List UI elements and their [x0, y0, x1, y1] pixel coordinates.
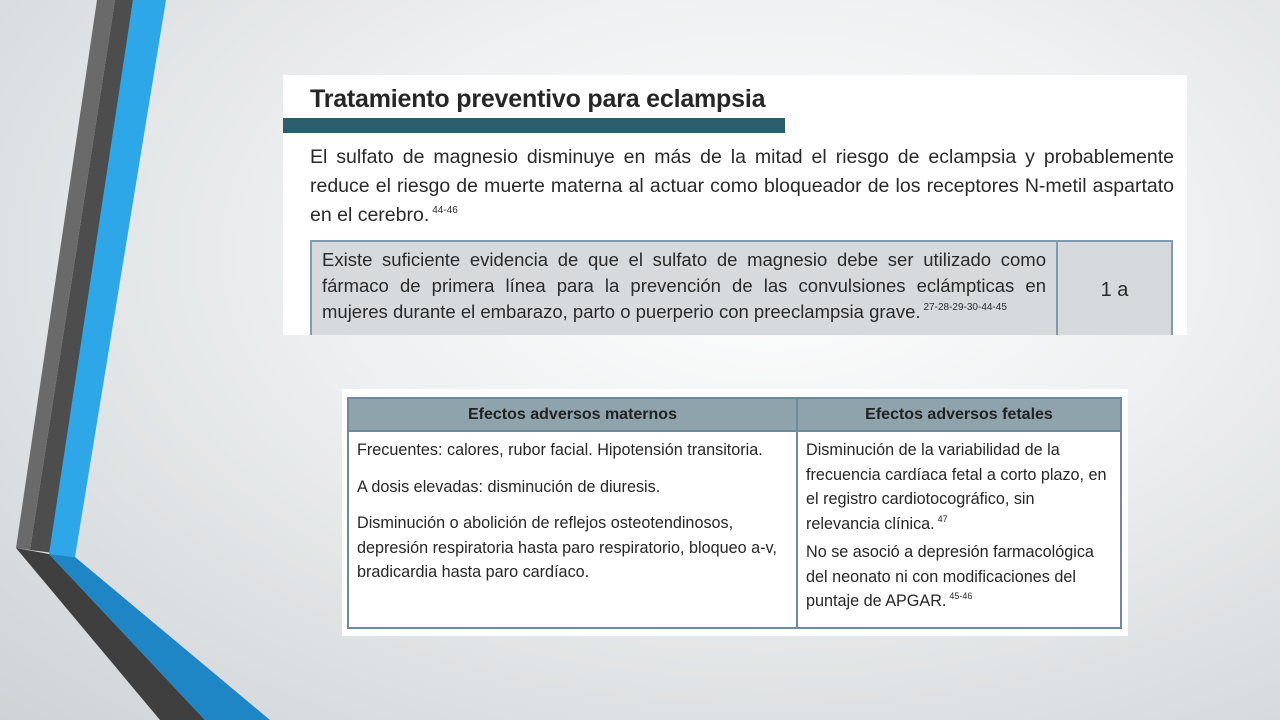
- fetal-effect-fhr: [806, 438, 1112, 536]
- header-fetal: Efectos adversos fetales: [797, 398, 1121, 431]
- intro-paragraph-reference: 44-46: [432, 205, 458, 216]
- dark-stripe-lower: [16, 548, 205, 720]
- maternal-effect-frequent: Frecuentes: calores, rubor facial. Hipotensión transitoria.: [357, 441, 763, 459]
- table-header-row: [348, 398, 1121, 431]
- fetal-effect-neonate: [806, 540, 1112, 614]
- intro-paragraph-text: El sulfato de magnesio disminuye en más de la mitad el riesgo de eclampsia y probablemente reduce el riesgo de muerte materna al actuar como bloqueador de los receptores N-metil aspartato en el cerebro.: [310, 146, 1174, 226]
- section-title: Tratamiento preventivo para eclampsia: [310, 85, 766, 113]
- adverse-effects-table: [347, 397, 1122, 629]
- fetal-effect-fhr-reference: 47: [937, 513, 948, 524]
- fetal-effects-cell: [797, 431, 1121, 628]
- maternal-effect-high-dose: A dosis elevadas: disminución de diuresis.: [357, 477, 661, 496]
- header-maternal: Efectos adversos maternos: [348, 398, 797, 431]
- intro-paragraph: [310, 143, 1174, 230]
- maternal-effects-cell: [348, 431, 797, 628]
- evidence-reference: 27-28-29-30-44-45: [923, 302, 1007, 313]
- evidence-level: 1 a: [1100, 278, 1129, 301]
- fetal-effect-neonate-text: No se asoció a depresión farmacológica del neonato ni con modificaciones del puntaje de APGAR.: [806, 543, 1094, 610]
- title-underline-bar: [283, 118, 785, 133]
- evidence-statement: [312, 242, 1058, 335]
- table-row: [348, 431, 1121, 628]
- fetal-effect-fhr-text: Disminución de la variabilidad de la frecuencia cardíaca fetal a corto plazo, en el registro cardiotocográfico, sin relevancia clínica.: [806, 441, 1107, 533]
- evidence-box: [310, 240, 1173, 335]
- maternal-effect-severe: Disminución o abolición de reflejos osteotendinosos, depresión respiratoria hasta paro respiratorio, bloqueo a-v, bradicardia hasta paro cardíaco.: [357, 514, 777, 581]
- guideline-excerpt-panel: [283, 75, 1187, 335]
- fetal-effect-neonate-reference: 45-46: [949, 591, 973, 601]
- evidence-statement-text: Existe suficiente evidencia de que el sulfato de magnesio debe ser utilizado como fármaco de primera línea para la prevención de las convulsiones eclámpticas en mujeres durante el embarazo, parto o puerperio con preeclampsia grave.: [322, 249, 1046, 322]
- adverse-effects-panel: [342, 389, 1128, 636]
